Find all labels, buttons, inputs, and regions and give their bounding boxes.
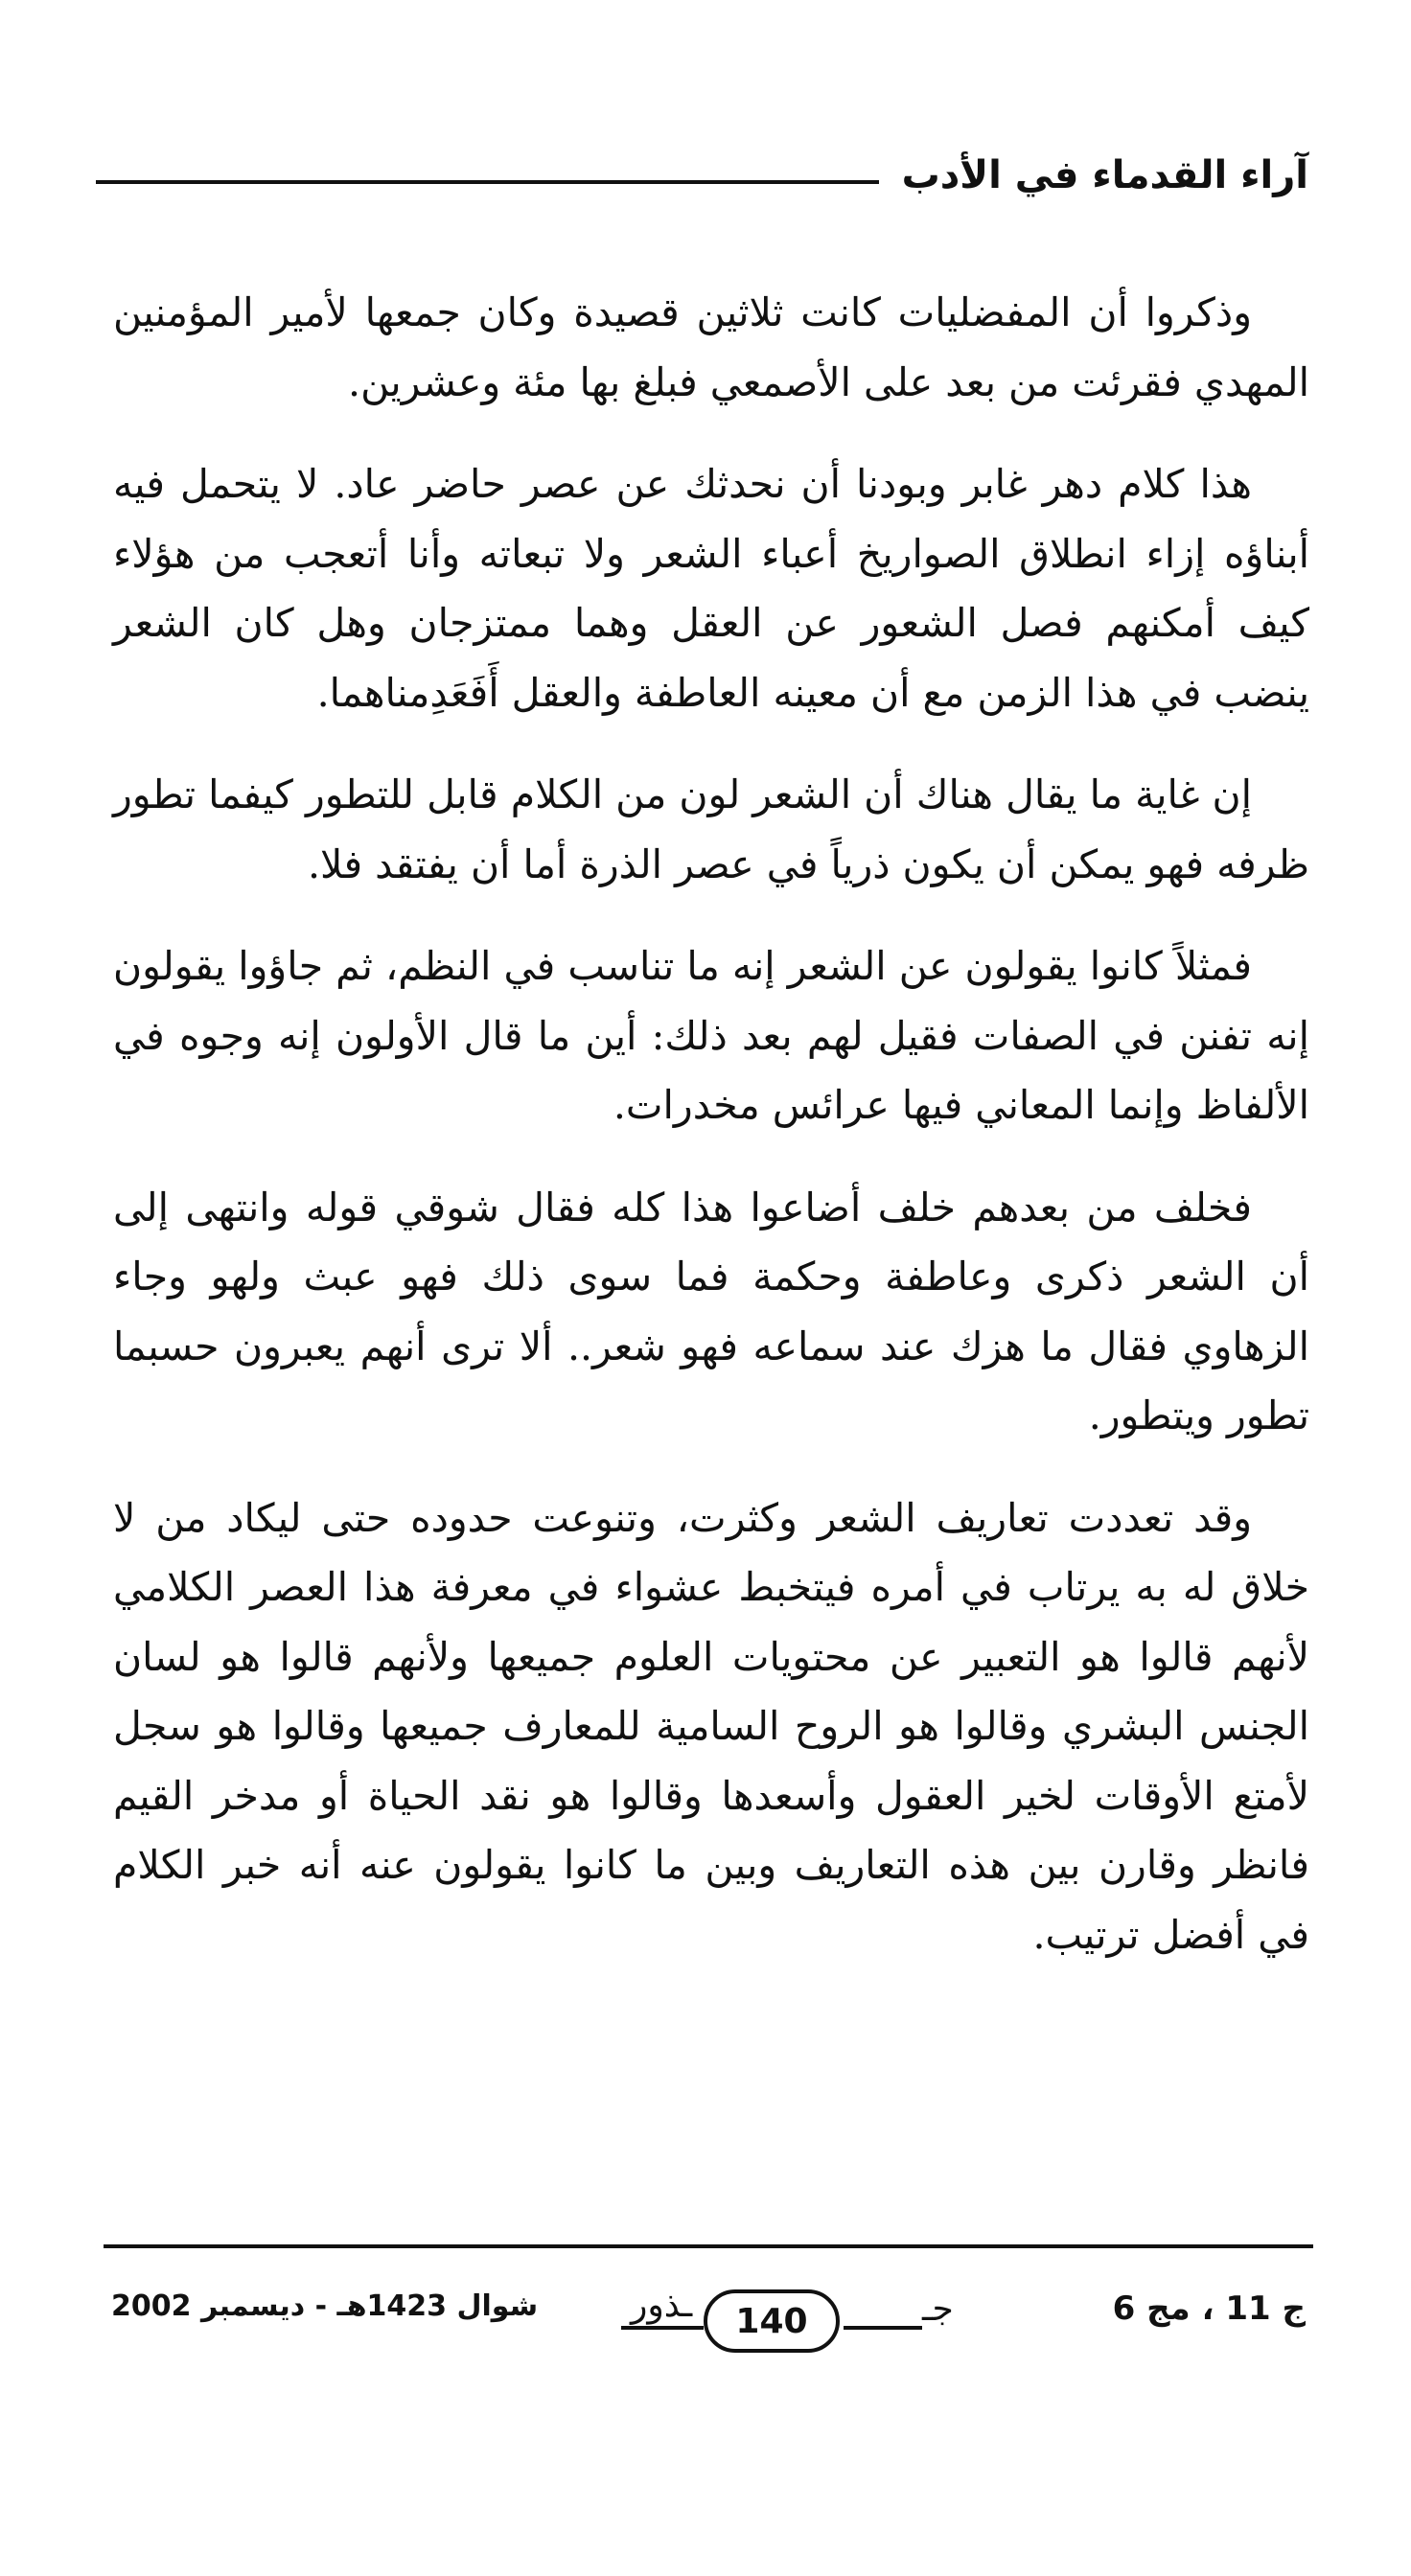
magazine-logo	[621, 2276, 985, 2362]
magazine-name-left: جـ	[922, 2289, 954, 2329]
page-footer	[104, 2276, 1313, 2362]
paragraph: وذكروا أن المفضليات كانت ثلاثين قصيدة وكان جمعها لأمير المؤمنين المهدي فقرئت من بعد على الأصمعي فبلغ بها مئة وعشرين.	[113, 289, 1309, 405]
header-rule	[96, 180, 879, 184]
issue-date: شوال 1423هـ - ديسمبر 2002	[111, 2289, 539, 2323]
magazine-name-right: ـذور	[631, 2286, 693, 2325]
paragraph: فمثلاً كانوا يقولون عن الشعر إنه ما تناسب في النظم، ثم جاؤوا يقولون إنه تفنن في الصفات فقيل لهم بعد ذلك: أين ما قال الأولون إنه وجوه في الألفاظ وإنما المعاني فيها عرائس مخدرات.	[113, 943, 1309, 1128]
footer-rule	[104, 2244, 1313, 2248]
logo-line-right	[844, 2326, 922, 2330]
logo-line-left	[621, 2326, 704, 2330]
paragraph: إن غاية ما يقال هناك أن الشعر لون من الكلام قابل للتطور كيفما تطور ظرفه فهو يمكن أن يكون ذرياً في عصر الذرة أما أن يفتقد فلا.	[113, 771, 1309, 887]
paragraph: فخلف من بعدهم خلف أضاعوا هذا كله فقال شوقي قوله وانتهى إلى أن الشعر ذكرى وعاطفة وحكمة فما سوى ذلك فهو عبث ولهو وجاء الزهاوي فقال ما هزك عند سماعه فهو شعر.. ألا ترى أنهم يعبرون حسبما تطور ويتطور.	[113, 1184, 1309, 1438]
body-text	[113, 278, 1309, 2002]
paragraph: هذا كلام دهر غابر وبودنا أن نحدثك عن عصر حاضر عاد. لا يتحمل فيه أبناؤه إزاء انطلاق الصواريخ أعباء الشعر ولا تبعاته وأنا أتعجب من هؤلاء كيف أمكنهم فصل الشعور عن العقل وهما ممتزجان وهل كان الشعر ينضب في هذا الزمن مع أن معينه العاطفة والعقل أَفَعَدِمناهما.	[113, 461, 1309, 716]
header-title: آراء القدماء في الأدب	[901, 153, 1308, 197]
issue-label: ج 11 ، مج 6	[1112, 2289, 1306, 2328]
paragraph: وقد تعددت تعاريف الشعر وكثرت، وتنوعت حدوده حتى ليكاد من لا خلاق له به يرتاب في أمره فيتخبط عشواء في معرفة هذا العصر الكلامي لأنهم قالوا هو التعبير عن محتويات العلوم جميعها ولأنهم قالوا هو لسان الجنس البشري وقالوا هو الروح السامية للمعارف جميعها وقالوا هو سجل لأمتع الأوقات لخير العقول وأسعدها وقالوا هو نقد الحياة أو مدخر القيم فانظر وقارن بين هذه التعاريف وبين ما كانوا يقولون عنه أنه خبر الكلام في أفضل ترتيب.	[113, 1494, 1309, 1958]
running-header	[96, 142, 1308, 209]
page-number: 140	[704, 2289, 840, 2353]
